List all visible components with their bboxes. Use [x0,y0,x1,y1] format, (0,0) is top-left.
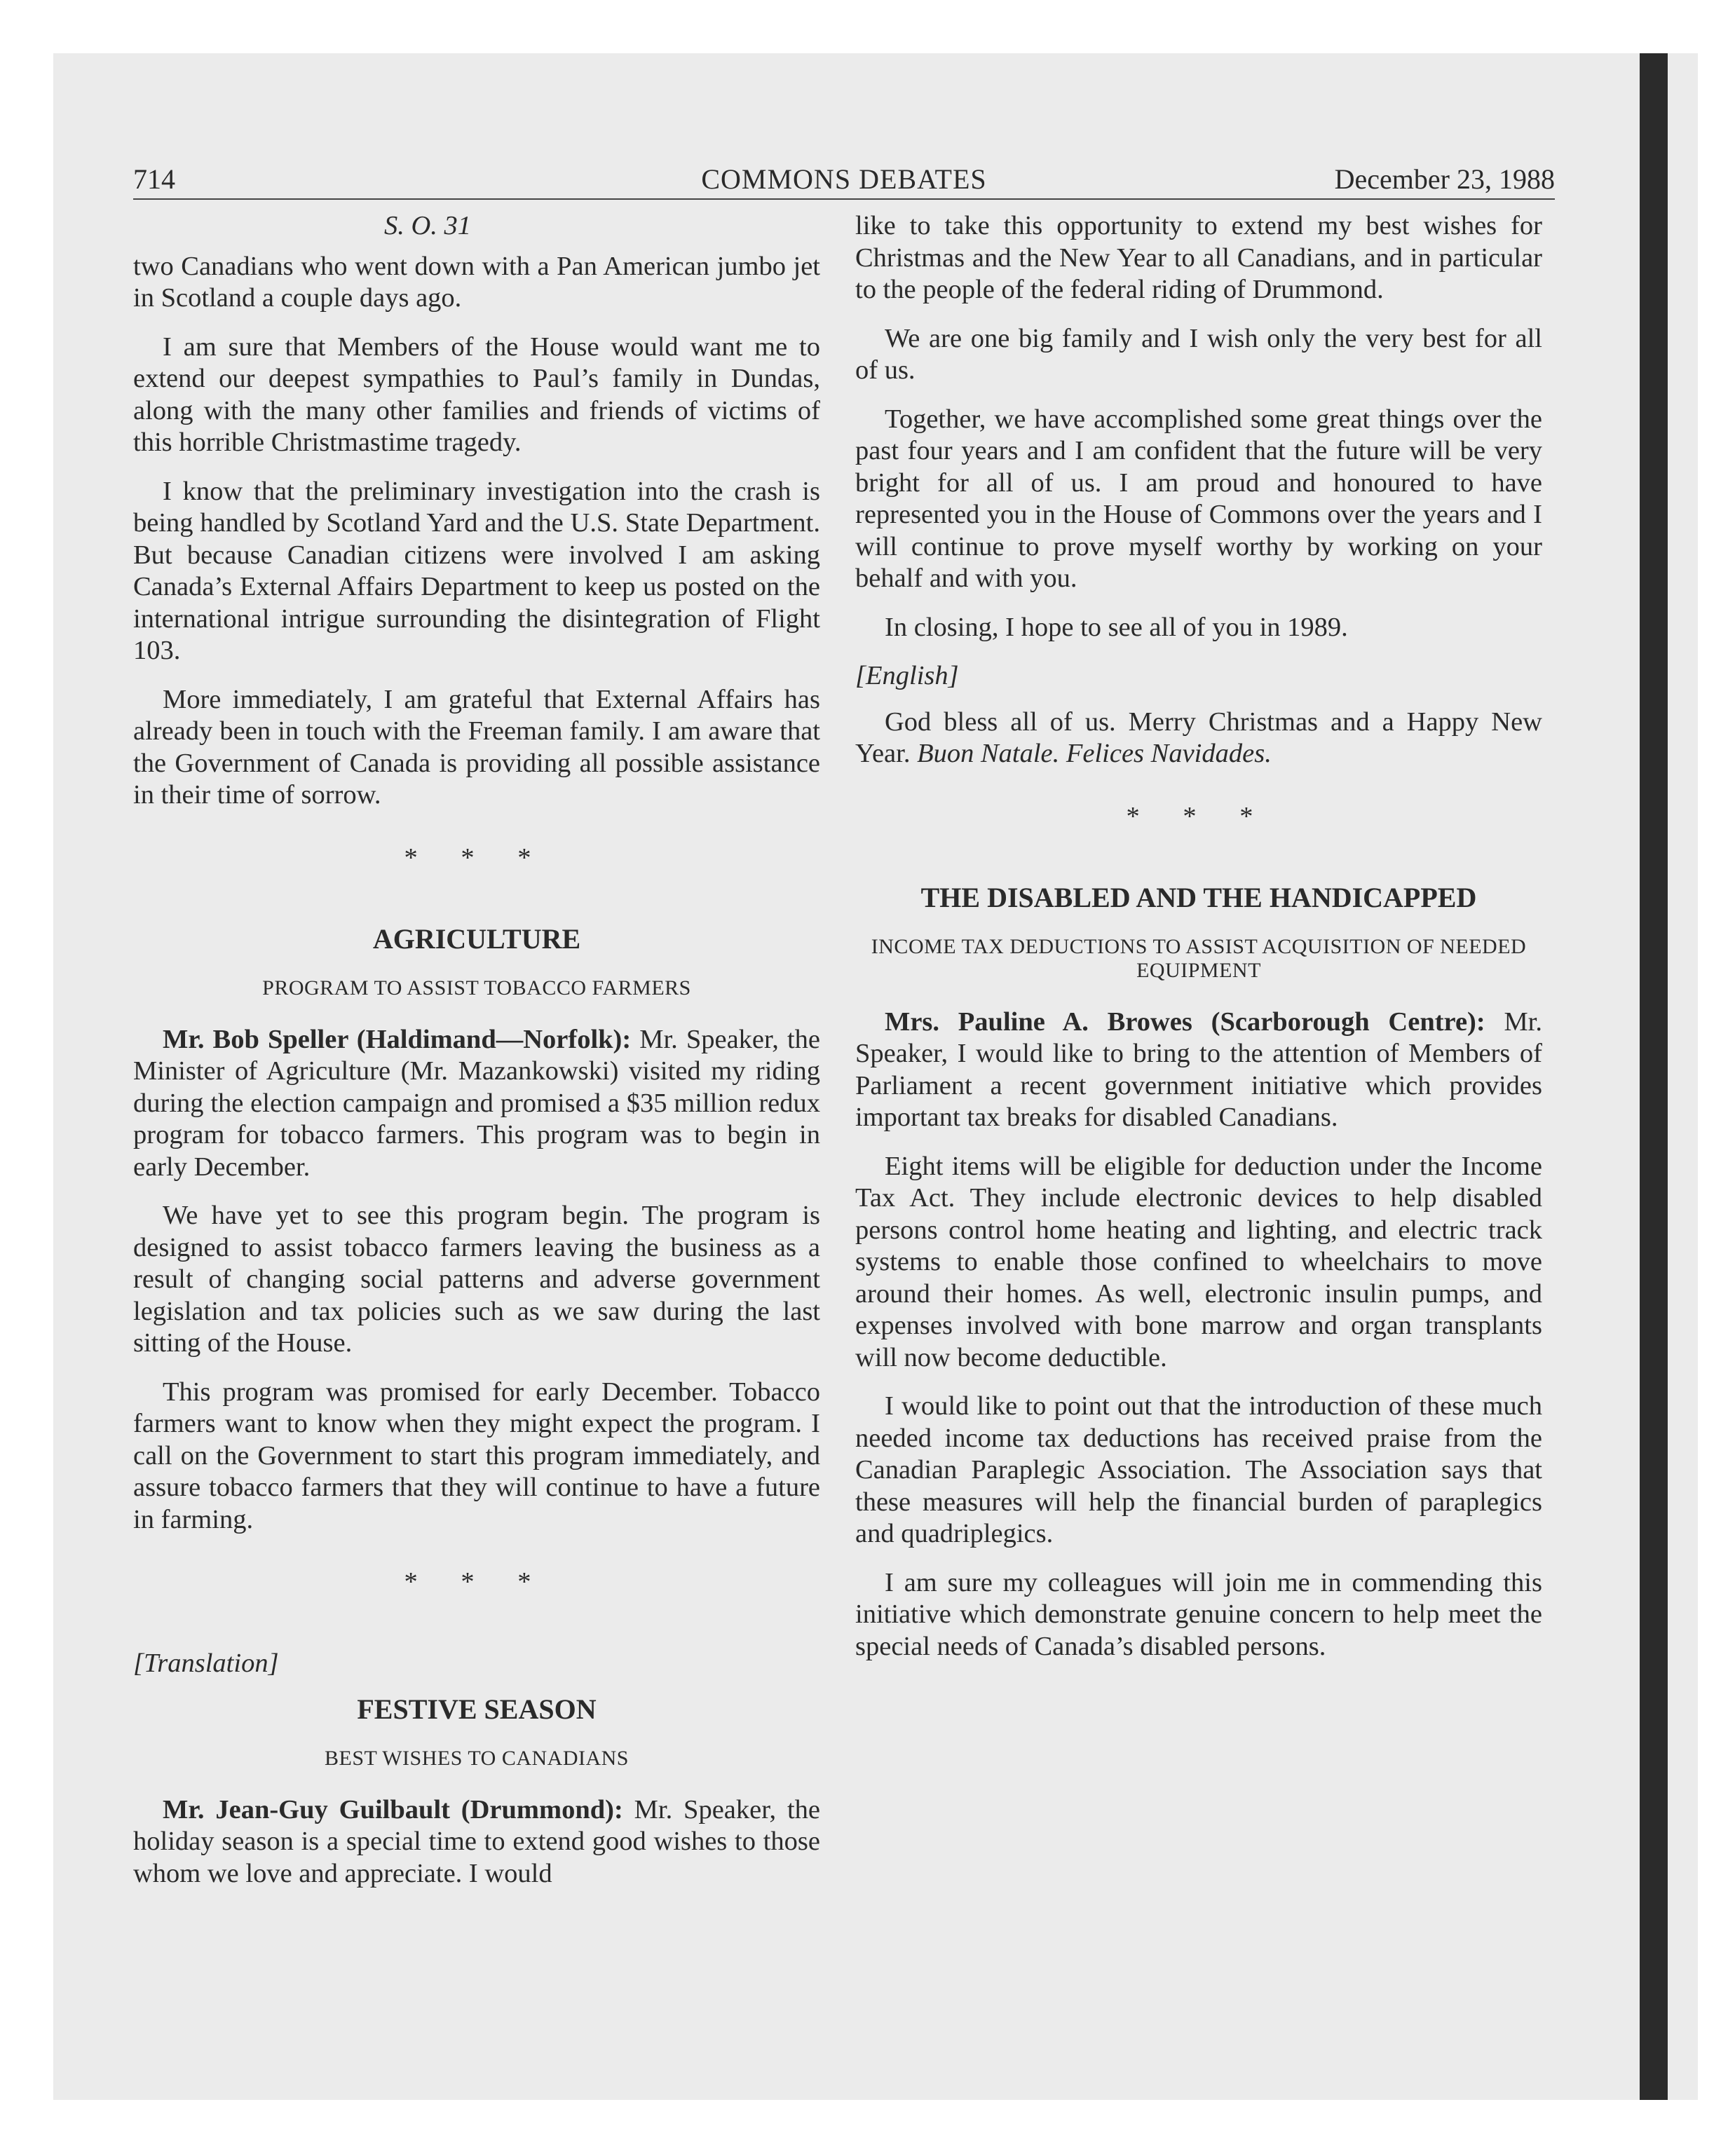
running-header [133,160,1555,199]
statement-text: Mr. Speaker, the Minister of Agriculture (Mr. Mazankowski) visited my riding during the election campaign and promised a $35 million redux program for tobacco farmers. This program was to begin in early December. [133,1024,820,1182]
section-separator: * * * [1126,801,1272,831]
paragraph: More immediately, I am grateful that External Affairs has already been in touch with the Freeman family. I am aware that the Government of Canada is providing all possible assistance in their time of sorrow. [133,684,820,810]
speaker-name: Mr. Bob Speller (Haldimand—Norfolk): [163,1024,632,1054]
paragraph: two Canadians who went down with a Pan American jumbo jet in Scotland a couple days ago. [133,251,820,313]
paragraph: like to take this opportunity to extend my best wishes for Christmas and the New Year to all Canadians, and in particular to the people of the federal riding of Drummond. [855,211,1542,304]
section-subheading-tobacco: PROGRAM TO ASSIST TOBACCO FARMERS [262,976,691,999]
speaker-name: Mr. Jean-Guy Guilbault (Drummond): [163,1794,623,1824]
paragraph: Eight items will be eligible for deduction under the Income Tax Act. They include electronic devices to help disabled persons control home heating and lighting, and electric track systems to enable those confined to wheelchairs to move around their homes. As well, electronic insulin pumps, and expenses involved with bone marrow and organ transplants will now become deductible. [855,1151,1542,1372]
right-column [855,210,1542,1679]
paragraph: In closing, I hope to see all of you in 1989. [885,612,1348,642]
paragraph: We are one big family and I wish only the very best for all of us. [855,323,1542,385]
journal-title: COMMONS DEBATES [701,163,987,195]
section-subheading-best-wishes: BEST WISHES TO CANADIANS [324,1746,629,1770]
page-edge-shadow [1640,53,1668,2100]
standing-order-reference: S. O. 31 [383,211,472,240]
statement-paragraph [855,1007,1542,1134]
statement-text: Mr. Speaker, the holiday season is a special time to extend good wishes to those whom we love and appreciate. I would [133,1794,820,1888]
section-heading-agriculture: AGRICULTURE [372,923,581,955]
paragraph: This program was promised for early December. Tobacco farmers want to know when they might expect the program. I call on the Government to start this program immediately, and assure tobacco farmers that they will continue to have a future in farming. [133,1377,820,1534]
statement-paragraph [133,1024,820,1184]
section-separator: * * * [404,842,550,873]
translation-marker: [Translation] [133,1648,279,1678]
header-rule [133,198,1555,200]
statement-paragraph [133,1794,820,1890]
section-separator: * * * [404,1567,550,1597]
paragraph: I know that the preliminary investigation into the crash is being handled by Scotland Yard and the U.S. State Department. But because Canadian citizens were involved I am asking Canada’s External Affairs Department to keep us posted on the international intrigue surrounding the disintegration of Flight 103. [133,476,820,665]
paragraph: We have yet to see this program begin. The program is designed to assist tobacco farmers leaving the business as a result of changing social patterns and adverse government legislation and tax policies such as we saw during the last sitting of the House. [133,1201,820,1358]
italic-greeting: Buon Natale. Felices Navidades. [917,739,1272,768]
english-marker: [English] [855,661,959,690]
paragraph: I would like to point out that the introduction of these much needed income tax deductions has received praise from the Canadian Paraplegic Association. The Association says that these measures will help the financial burden of paraplegics and quadriplegics. [855,1391,1542,1548]
left-column [133,210,820,1906]
section-subheading-tax-deductions: INCOME TAX DEDUCTIONS TO ASSIST ACQUISITION OF NEEDED EQUIPMENT [871,934,1527,982]
section-heading-festive: FESTIVE SEASON [357,1693,597,1725]
speaker-name: Mrs. Pauline A. Browes (Scarborough Centre): [885,1007,1485,1037]
issue-date: December 23, 1988 [1334,163,1555,195]
paragraph: I am sure my colleagues will join me in commending this initiative which demonstrate genuine concern to help meet the special needs of Canada’s disabled persons. [855,1567,1542,1661]
statement-text: Mr. Speaker, I would like to bring to the attention of Members of Parliament a recent government initiative which provides important tax breaks for disabled Canadians. [855,1007,1542,1132]
paragraph: Together, we have accomplished some great things over the past four years and I am confident that the future will be very bright for all of us. I am proud and honoured to have represented you in the House of Commons over the years and I will continue to prove myself worthy by working on your behalf and with you. [855,404,1542,593]
paragraph-text: God bless all of us. Merry Christmas and a Happy New Year. [855,707,1542,768]
paragraph [855,707,1542,770]
page-number: 714 [133,163,175,195]
paragraph: I am sure that Members of the House would want me to extend our deepest sympathies to Paul’s family in Dundas, along with the many other families and friends of victims of this horrible Christmastime tragedy. [133,332,820,457]
section-heading-disabled: THE DISABLED AND THE HANDICAPPED [920,882,1477,913]
